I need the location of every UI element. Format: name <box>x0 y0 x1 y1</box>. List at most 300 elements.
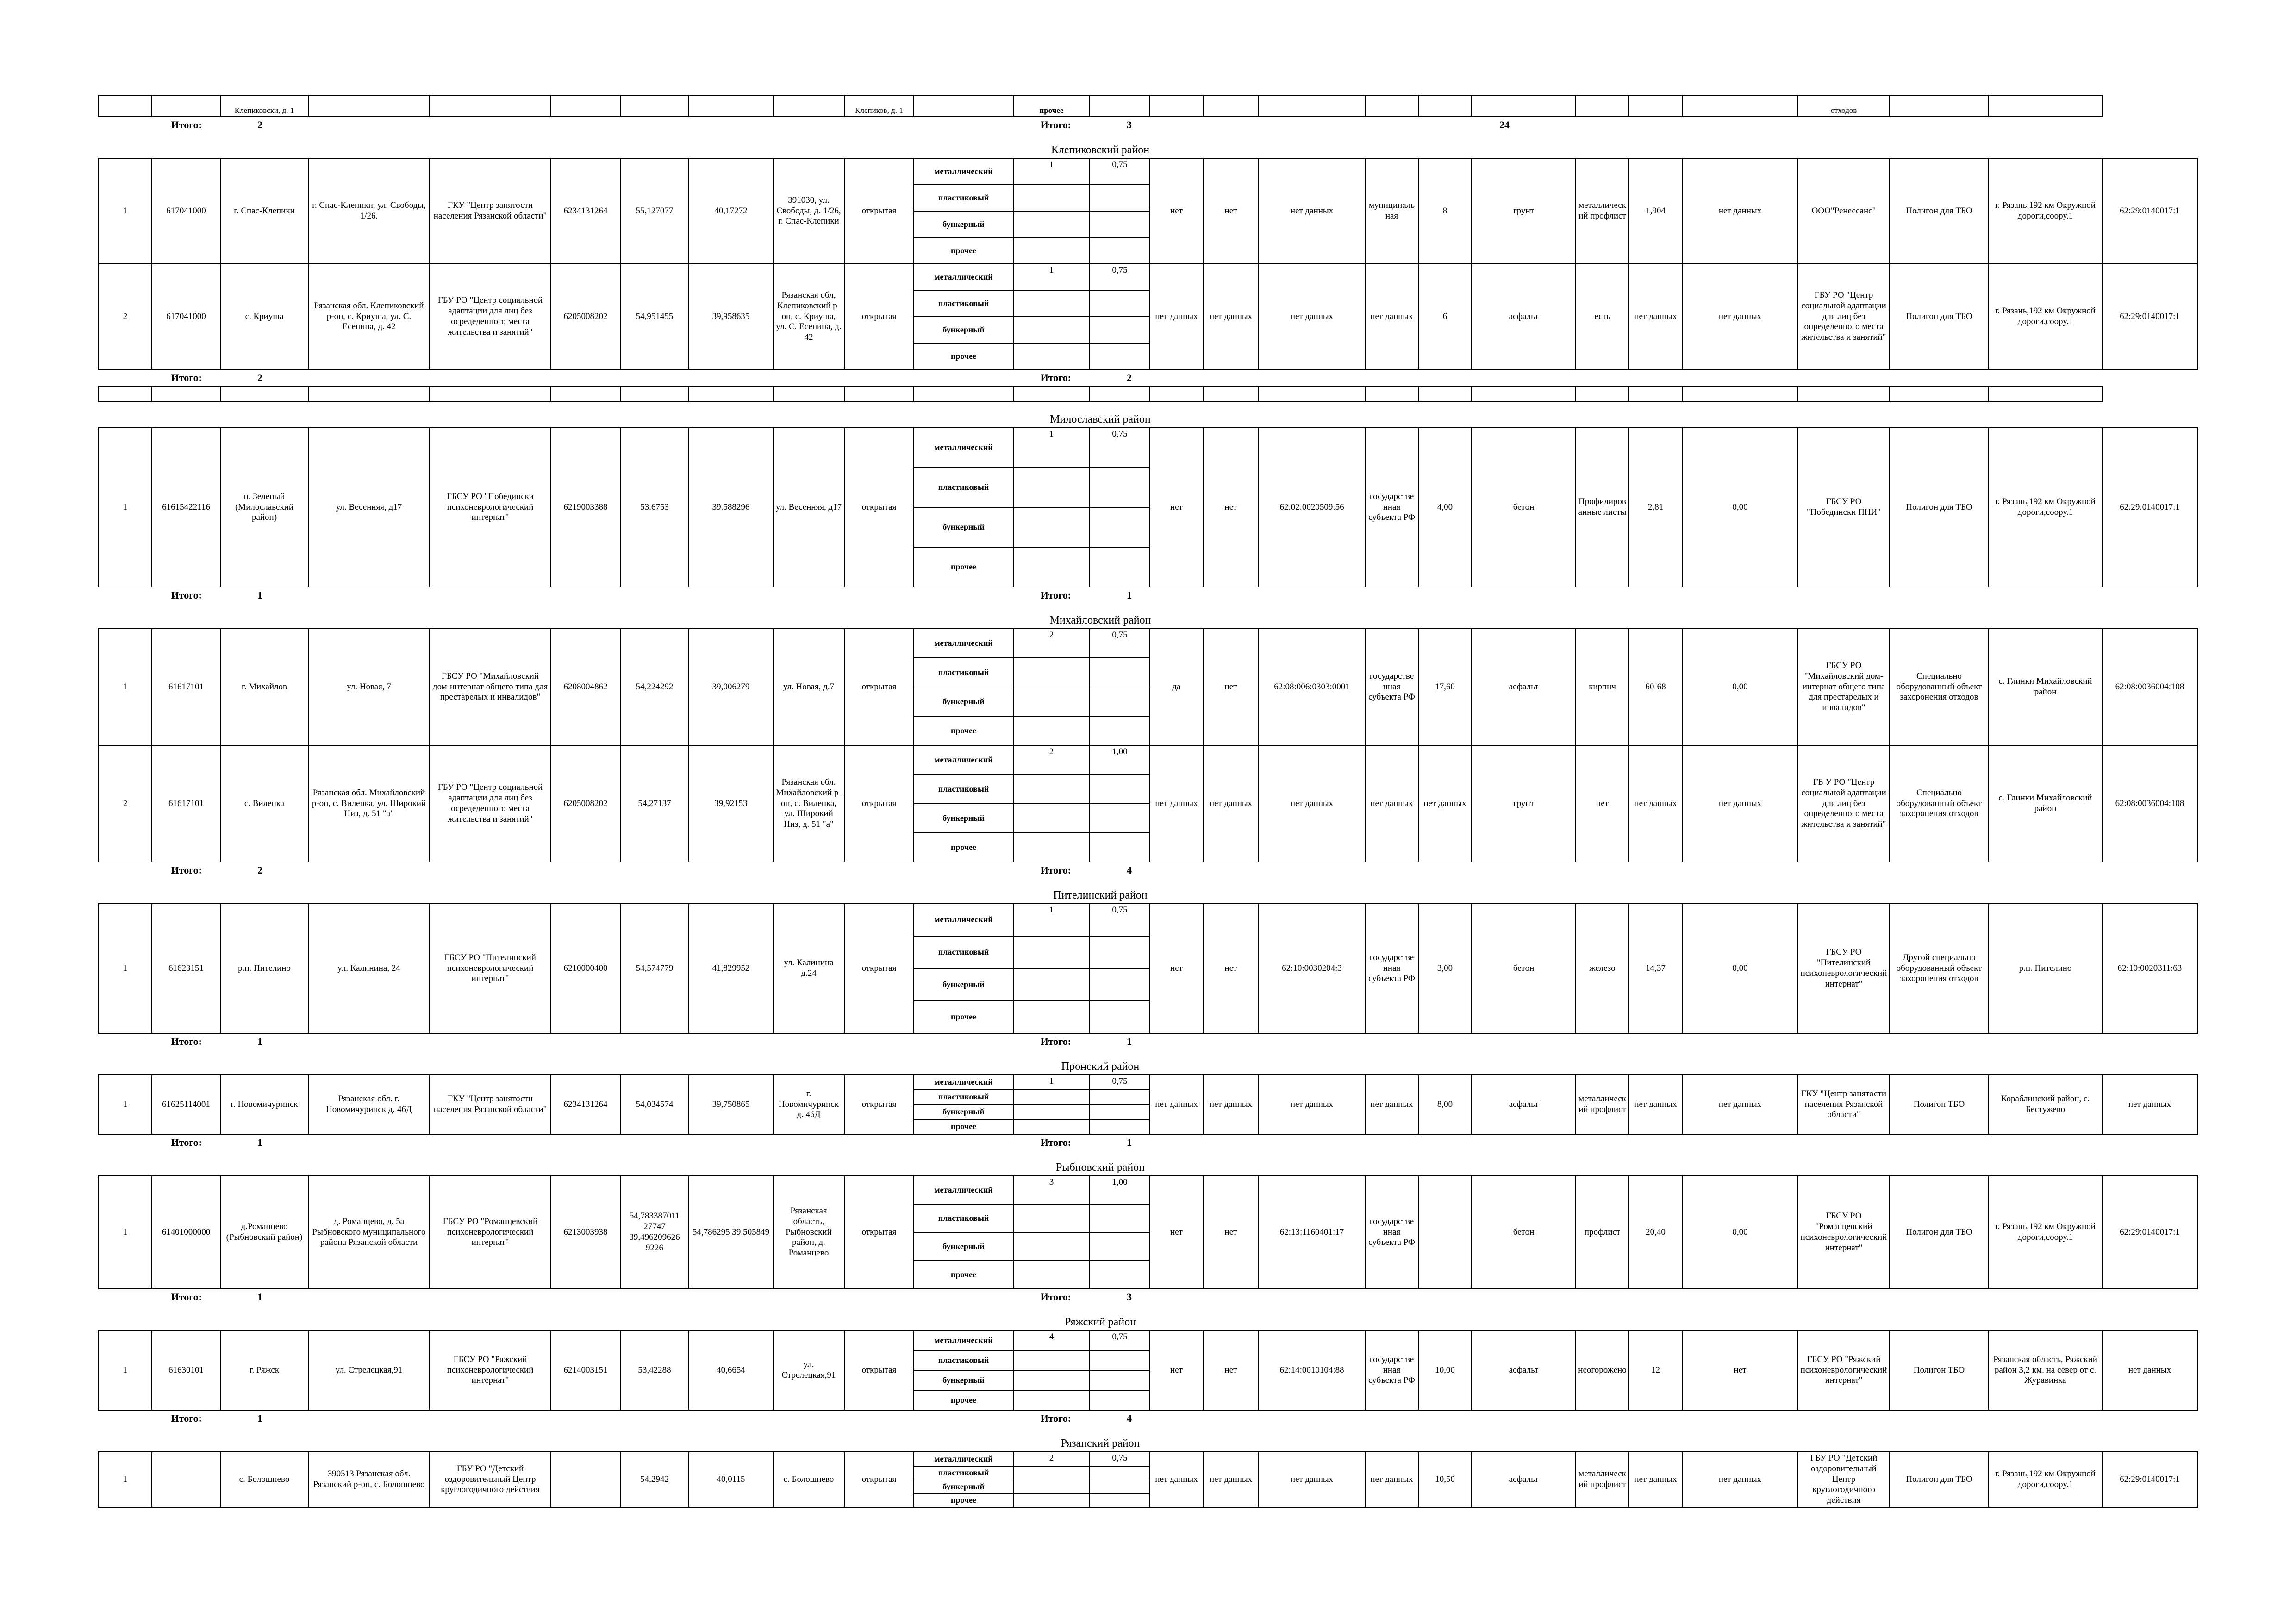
total-label: Итого: <box>171 1412 202 1424</box>
cell-f1: нет <box>1150 158 1203 264</box>
cell <box>1576 386 1629 402</box>
cell-fence: неогорожено <box>1576 1330 1629 1410</box>
container-count: 1 <box>1013 428 1090 468</box>
container-count <box>1013 1370 1090 1390</box>
cell-inn: 6234131264 <box>551 158 620 264</box>
cell <box>551 95 620 117</box>
cell <box>1365 386 1418 402</box>
cell-f3: 0,00 <box>1682 428 1798 587</box>
container-type-label: прочее <box>914 716 1013 745</box>
cell-f2: нет <box>1203 904 1259 1033</box>
cell <box>1472 95 1576 117</box>
cell-dest_cad: 62:29:0140017:1 <box>2102 264 2197 369</box>
container-type-label: металлический <box>914 745 1013 775</box>
container-count <box>1013 1466 1090 1480</box>
table-row <box>99 1330 2197 1350</box>
cell <box>689 95 773 117</box>
cell-fence: металлический профлист <box>1576 1452 1629 1507</box>
cell-dest: Полигон для ТБО <box>1890 158 1989 264</box>
cell-operator: ГБУ РО "Детский оздоровительный Центр круглогодичного действия <box>1798 1452 1890 1507</box>
table-row <box>99 264 2197 290</box>
cell-area <box>1418 1176 1472 1289</box>
cell-f3: нет данных <box>1682 1452 1798 1507</box>
cell <box>152 386 220 402</box>
container-volume <box>1090 1466 1150 1480</box>
cell-type: открытая <box>844 1176 914 1289</box>
total-value: 1 <box>257 1136 262 1148</box>
cell-dest_cad: 62:29:0140017:1 <box>2102 428 2197 587</box>
cell-addr: Рязанская обл. Клепиковский р-он, с. Криуша, ул. С. Есенина, д. 42 <box>308 264 430 369</box>
container-count: 2 <box>1013 629 1090 658</box>
cell-dest_addr: Кораблинский район, с. Бестужево <box>1989 1075 2102 1134</box>
container-type-label: пластиковый <box>914 290 1013 317</box>
cell-inn: 6205008202 <box>551 745 620 862</box>
section-title: Пронский район <box>1061 1061 1140 1073</box>
cell-area: 10,00 <box>1418 1330 1472 1410</box>
cell <box>1418 386 1472 402</box>
cell <box>1418 95 1472 117</box>
cell-operator: ГБСУ РО "Михайловский дом-интернат общего типа для престарелых и инвалидов" <box>1798 629 1890 745</box>
cell <box>99 95 152 117</box>
cell-dest_addr: с. Глинки Михайловский район <box>1989 629 2102 745</box>
cell-inn: 6219003388 <box>551 428 620 587</box>
total-value: 1 <box>1127 589 1132 601</box>
cell-f2: нет данных <box>1203 1075 1259 1134</box>
cell <box>1989 386 2102 402</box>
cell <box>1090 95 1150 117</box>
container-volume <box>1090 317 1150 343</box>
cell-place: п. Зеленый (Милославский район) <box>220 428 308 587</box>
container-type-label: прочее <box>914 833 1013 862</box>
container-volume <box>1090 1001 1150 1033</box>
cell-cad: 62:13:1160401:17 <box>1259 1176 1365 1289</box>
cell-f3: нет <box>1682 1330 1798 1410</box>
cell-lon: 54,786295 39.505849 <box>689 1176 773 1289</box>
cell-type: открытая <box>844 428 914 587</box>
cell-inn: 6234131264 <box>551 1075 620 1134</box>
container-volume <box>1090 1204 1150 1232</box>
container-count: 3 <box>1013 1176 1090 1204</box>
cell <box>1259 386 1365 402</box>
cell-area: нет данных <box>1418 745 1472 862</box>
container-count <box>1013 716 1090 745</box>
cell-inn: 6213003938 <box>551 1176 620 1289</box>
container-type-label: бункерный <box>914 211 1013 237</box>
container-volume <box>1090 833 1150 862</box>
cell-dest_addr: г. Рязань,192 км Окружной дороги,соору.1 <box>1989 264 2102 369</box>
cell-own: государственная субъекта РФ <box>1365 428 1418 587</box>
cell <box>430 95 551 117</box>
cell-vol: нет данных <box>1629 1075 1682 1134</box>
container-type-label: бункерный <box>914 687 1013 716</box>
cell-own: муниципальная <box>1365 158 1418 264</box>
cell-operator: ГБСУ РО "Романцевский психоневрологический интернат" <box>1798 1176 1890 1289</box>
cell-surface: асфальт <box>1472 1330 1576 1410</box>
container-count <box>1013 1119 1090 1134</box>
cell-vol: 2,81 <box>1629 428 1682 587</box>
cell <box>1365 95 1418 117</box>
table-row <box>99 158 2197 185</box>
cell-dest_cad: нет данных <box>2102 1330 2197 1410</box>
container-type-label: металлический <box>914 629 1013 658</box>
cell-cad: 62:02:0020509:56 <box>1259 428 1365 587</box>
container-type-label: металлический <box>914 158 1013 185</box>
cell-f2: нет данных <box>1203 1452 1259 1507</box>
cell-lon: 39,750865 <box>689 1075 773 1134</box>
cell-f1: нет <box>1150 904 1203 1033</box>
section-header <box>99 878 2197 904</box>
container-type-label: пластиковый <box>914 658 1013 687</box>
cell-own: государственная субъекта РФ <box>1365 1330 1418 1410</box>
container-volume <box>1090 1105 1150 1119</box>
cell-f3: нет данных <box>1682 264 1798 369</box>
total-row <box>99 1033 2197 1049</box>
container-type-label: бункерный <box>914 317 1013 343</box>
total-value: 4 <box>1127 864 1132 876</box>
total-value: 1 <box>257 1291 262 1303</box>
cell-dest: Специально оборудованный объект захоронения отходов <box>1890 745 1989 862</box>
container-label: прочее <box>1013 95 1090 117</box>
cell-lat: 55,127077 <box>620 158 689 264</box>
cell <box>152 95 220 117</box>
total-label: Итого: <box>1040 864 1071 876</box>
cell-lat: 54,951455 <box>620 264 689 369</box>
cell <box>1150 386 1203 402</box>
cell-org: ГБСУ РО "Пителинский психоневрологический интернат" <box>430 904 551 1033</box>
table-row <box>99 1452 2197 1466</box>
cell-n: 2 <box>99 745 152 862</box>
container-volume <box>1090 343 1150 369</box>
cell-vol: нет данных <box>1629 745 1682 862</box>
container-volume <box>1090 1119 1150 1134</box>
container-volume <box>1090 507 1150 547</box>
cell-own: государственная субъекта РФ <box>1365 1176 1418 1289</box>
cell <box>1682 95 1798 117</box>
cell <box>773 386 844 402</box>
cell-cad: 62:14:0010104:88 <box>1259 1330 1365 1410</box>
total-row <box>99 1410 2197 1426</box>
total-row <box>99 1134 2197 1150</box>
container-count <box>1013 1001 1090 1033</box>
container-type-label: прочее <box>914 547 1013 587</box>
section-title: Рыбновский район <box>1055 1162 1145 1174</box>
cell-dest_cad: 62:29:0140017:1 <box>2102 1452 2197 1507</box>
total-label: Итого: <box>171 864 202 876</box>
total-label: Итого: <box>171 1291 202 1303</box>
container-count <box>1013 687 1090 716</box>
cell-operator: ГБСУ РО "Ряжский психоневрологический интернат" <box>1798 1330 1890 1410</box>
container-type-label: пластиковый <box>914 185 1013 211</box>
cell-own: нет данных <box>1365 1075 1418 1134</box>
container-volume: 0,75 <box>1090 904 1150 936</box>
cell-vol: 14,37 <box>1629 904 1682 1033</box>
container-count <box>1013 185 1090 211</box>
cell-fence: кирпич <box>1576 629 1629 745</box>
cell-inn <box>551 1452 620 1507</box>
total-value: 24 <box>1499 119 1510 131</box>
cell-vol: 20,40 <box>1629 1176 1682 1289</box>
cell-inn: 6205008202 <box>551 264 620 369</box>
cell-dest: Полигон для ТБО <box>1890 1176 1989 1289</box>
cell-f3: 0,00 <box>1682 904 1798 1033</box>
container-type-label: бункерный <box>914 507 1013 547</box>
container-count: 1 <box>1013 264 1090 290</box>
container-count <box>1013 1105 1090 1119</box>
cell <box>1629 386 1682 402</box>
container-volume <box>1090 237 1150 264</box>
cell <box>1629 95 1682 117</box>
cell-surface: асфальт <box>1472 1452 1576 1507</box>
total-value: 2 <box>257 119 262 131</box>
cell-addr: 390513 Рязанская обл. Рязанский р-он, с. Болошнево <box>308 1452 430 1507</box>
cell-f1: нет <box>1150 1330 1203 1410</box>
total-label: Итого: <box>1040 1035 1071 1047</box>
cell-inn: 6208004862 <box>551 629 620 745</box>
cell-surface: грунт <box>1472 745 1576 862</box>
container-count <box>1013 547 1090 587</box>
total-label: Итого: <box>171 1136 202 1148</box>
cell-cad: 62:08:006:0303:0001 <box>1259 629 1365 745</box>
cell-cad: 62:10:0030204:3 <box>1259 904 1365 1033</box>
container-type-label: прочее <box>914 343 1013 369</box>
cell-cad: нет данных <box>1259 1075 1365 1134</box>
table-row <box>99 95 2197 117</box>
cell-f1: нет данных <box>1150 264 1203 369</box>
cell-org: ГКУ "Центр занятости населения Рязанской области" <box>430 158 551 264</box>
container-count: 2 <box>1013 1452 1090 1466</box>
total-label: Итого: <box>171 119 202 131</box>
cell-inn: 6210000400 <box>551 904 620 1033</box>
cell-own: нет данных <box>1365 745 1418 862</box>
container-volume: 0,75 <box>1090 1330 1150 1350</box>
container-type-label: бункерный <box>914 1370 1013 1390</box>
cell-place: с. Болошнево <box>220 1452 308 1507</box>
container-volume: 0,75 <box>1090 264 1150 290</box>
total-label: Итого: <box>1040 119 1071 131</box>
cell-f2: нет <box>1203 1330 1259 1410</box>
cell <box>1798 386 1890 402</box>
container-count <box>1013 1204 1090 1232</box>
total-value: 1 <box>257 589 262 601</box>
container-type-label: бункерный <box>914 1480 1013 1494</box>
cell-addr: г. Спас-Клепики, ул. Свободы, 1/26. <box>308 158 430 264</box>
container-type-label: пластиковый <box>914 468 1013 507</box>
cell-fence: металлический профлист <box>1576 1075 1629 1134</box>
cell-addr: ул. Калинина, 24 <box>308 904 430 1033</box>
cell-place: р.п. Пителино <box>220 904 308 1033</box>
cell <box>220 386 308 402</box>
cell <box>551 386 620 402</box>
container-volume <box>1090 1390 1150 1410</box>
cell-n: 1 <box>99 1075 152 1134</box>
total-value: 2 <box>257 864 262 876</box>
total-label: Итого: <box>1040 1412 1071 1424</box>
cell-org: ГБУ РО "Детский оздоровительный Центр круглогодичного действия <box>430 1452 551 1507</box>
cell-dest_addr: г. Рязань,192 км Окружной дороги,соору.1 <box>1989 428 2102 587</box>
cell-dest_cad: 62:29:0140017:1 <box>2102 1176 2197 1289</box>
cell-cad: нет данных <box>1259 158 1365 264</box>
container-volume <box>1090 1090 1150 1105</box>
container-volume: 0,75 <box>1090 428 1150 468</box>
container-count <box>1013 211 1090 237</box>
cell-addr: ул. Новая, 7 <box>308 629 430 745</box>
container-count <box>1013 833 1090 862</box>
cell-site: Рязанская обл, Клепиковский р-он, с. Криуша, ул. С. Есенина, д. 42 <box>773 264 844 369</box>
section-header <box>99 1049 2197 1075</box>
cell-n: 2 <box>99 264 152 369</box>
cell-dest_cad: нет данных <box>2102 1075 2197 1134</box>
cell-dest: Полигон ТБО <box>1890 1075 1989 1134</box>
cell-lat: 54,2942 <box>620 1452 689 1507</box>
container-type-label: металлический <box>914 1330 1013 1350</box>
container-count: 2 <box>1013 745 1090 775</box>
container-count <box>1013 1232 1090 1261</box>
cell-area: 3,00 <box>1418 904 1472 1033</box>
container-volume <box>1090 1493 1150 1507</box>
container-volume: 0,75 <box>1090 629 1150 658</box>
total-value: 3 <box>1127 119 1132 131</box>
total-label: Итого: <box>171 371 202 383</box>
cell <box>914 386 1013 402</box>
section-header <box>99 1150 2197 1176</box>
container-volume <box>1090 804 1150 833</box>
cell-f3: нет данных <box>1682 158 1798 264</box>
container-volume <box>1090 687 1150 716</box>
cell <box>914 95 1013 117</box>
cell-site: Рязанская обл. Михайловский р-он, с. Виленка, ул. Широкий Низ, д. 51 "а" <box>773 745 844 862</box>
container-type-label: пластиковый <box>914 775 1013 804</box>
cell <box>1150 95 1203 117</box>
cell-operator: ГБУ РО "Центр социальной адаптации для лиц без определенного места жительства и занятий" <box>1798 264 1890 369</box>
container-volume <box>1090 775 1150 804</box>
container-count <box>1013 1261 1090 1289</box>
cell-type: открытая <box>844 904 914 1033</box>
cell-type: открытая <box>844 1075 914 1134</box>
cell-site: ул. Калинина д.24 <box>773 904 844 1033</box>
cell-oktmo: 61623151 <box>152 904 220 1033</box>
container-count: 1 <box>1013 904 1090 936</box>
cell-site: ул. Новая, д.7 <box>773 629 844 745</box>
cell-site: Клепиков, д. 1 <box>844 95 914 117</box>
cell-operator: ГКУ "Центр занятости населения Рязанской области" <box>1798 1075 1890 1134</box>
total-value: 1 <box>257 1412 262 1424</box>
cell-oktmo: 61630101 <box>152 1330 220 1410</box>
total-row <box>99 117 2197 133</box>
cell-area: 6 <box>1418 264 1472 369</box>
container-volume <box>1090 716 1150 745</box>
table-row <box>99 745 2197 775</box>
container-type-label: прочее <box>914 1493 1013 1507</box>
total-value: 1 <box>1127 1136 1132 1148</box>
cell-type: открытая <box>844 158 914 264</box>
cell-surface: бетон <box>1472 904 1576 1033</box>
cell-n: 1 <box>99 1176 152 1289</box>
total-row <box>99 369 2197 386</box>
container-count <box>1013 1390 1090 1410</box>
cell-dest_addr: Рязанская область, Ряжский район 3,2 км. на север от с. Журавинка <box>1989 1330 2102 1410</box>
container-count: 1 <box>1013 1075 1090 1090</box>
container-type-label: металлический <box>914 904 1013 936</box>
container-type-label: прочее <box>914 1001 1013 1033</box>
container-volume <box>1090 1480 1150 1494</box>
cell-dest_addr: г. Рязань,192 км Окружной дороги,соору.1 <box>1989 158 2102 264</box>
container-type-label: металлический <box>914 1176 1013 1204</box>
container-volume <box>1090 1350 1150 1370</box>
total-row <box>99 1289 2197 1305</box>
section-title: Клепиковский район <box>1051 144 1150 156</box>
cell-own: государственная субъекта РФ <box>1365 904 1418 1033</box>
cell-operator: ООО"Ренессанс" <box>1798 158 1890 264</box>
cell-lon: 40,0115 <box>689 1452 773 1507</box>
cell-dest_addr: р.п. Пителино <box>1989 904 2102 1033</box>
container-type-label: бункерный <box>914 804 1013 833</box>
container-volume <box>1090 1261 1150 1289</box>
section-header <box>99 603 2197 629</box>
total-label: Итого: <box>1040 589 1071 601</box>
cell-surface: бетон <box>1472 428 1576 587</box>
cell-area: 17,60 <box>1418 629 1472 745</box>
cell-vol: нет данных <box>1629 1452 1682 1507</box>
cell-org: ГБСУ РО "Победински психоневрологический интернат" <box>430 428 551 587</box>
cell-type: открытая <box>844 264 914 369</box>
cell-org: ГБСУ РО "Ряжский психоневрологический интернат" <box>430 1330 551 1410</box>
container-type-label: металлический <box>914 428 1013 468</box>
cell-dest: Другой специально оборудованный объект захоронения отходов <box>1890 904 1989 1033</box>
cell-area: 8 <box>1418 158 1472 264</box>
cell-org: ГБСУ РО "Михайловский дом-интернат общего типа для престарелых и инвалидов" <box>430 629 551 745</box>
total-value: 4 <box>1127 1412 1132 1424</box>
cell-surface: грунт <box>1472 158 1576 264</box>
cell-dest_cad: 62:08:0036004:108 <box>2102 745 2197 862</box>
container-type-label: прочее <box>914 1119 1013 1134</box>
total-label: Итого: <box>1040 1291 1071 1303</box>
cell <box>1682 386 1798 402</box>
cell-f2: нет <box>1203 428 1259 587</box>
cell-oktmo: 61617101 <box>152 745 220 862</box>
cell-lat: 53,42288 <box>620 1330 689 1410</box>
cell-oktmo: 61615422116 <box>152 428 220 587</box>
cell-type: открытая <box>844 629 914 745</box>
total-row <box>99 862 2197 878</box>
cell-own: государственная субъекта РФ <box>1365 629 1418 745</box>
cell-area: 10,50 <box>1418 1452 1472 1507</box>
cell-lat: 54,224292 <box>620 629 689 745</box>
container-type-label: пластиковый <box>914 1090 1013 1105</box>
container-count <box>1013 1350 1090 1370</box>
container-count <box>1013 1090 1090 1105</box>
cell-f2: нет <box>1203 1176 1259 1289</box>
container-count <box>1013 237 1090 264</box>
blank-row <box>99 386 2197 402</box>
cell <box>620 95 689 117</box>
cell-place: г. Михайлов <box>220 629 308 745</box>
cell-f3: 0,00 <box>1682 629 1798 745</box>
cell-f1: да <box>1150 629 1203 745</box>
cell-dest_cad: 62:08:0036004:108 <box>2102 629 2197 745</box>
cell-dest_cad: 62:29:0140017:1 <box>2102 158 2197 264</box>
container-type-label: пластиковый <box>914 936 1013 968</box>
cell-n: 1 <box>99 629 152 745</box>
container-volume: 1,00 <box>1090 1176 1150 1204</box>
cell-operator: ГБСУ РО "Пителинский психоневрологический интернат" <box>1798 904 1890 1033</box>
container-volume: 0,75 <box>1090 1075 1150 1090</box>
cell-address: Клепиковски, д. 1 <box>220 95 308 117</box>
cell-dest: Полигон для ТБО <box>1890 428 1989 587</box>
cell-lon: 40,17272 <box>689 158 773 264</box>
cell-type: открытая <box>844 745 914 862</box>
cell-oktmo: 61617101 <box>152 629 220 745</box>
cell-destination: отходов <box>1798 95 1890 117</box>
